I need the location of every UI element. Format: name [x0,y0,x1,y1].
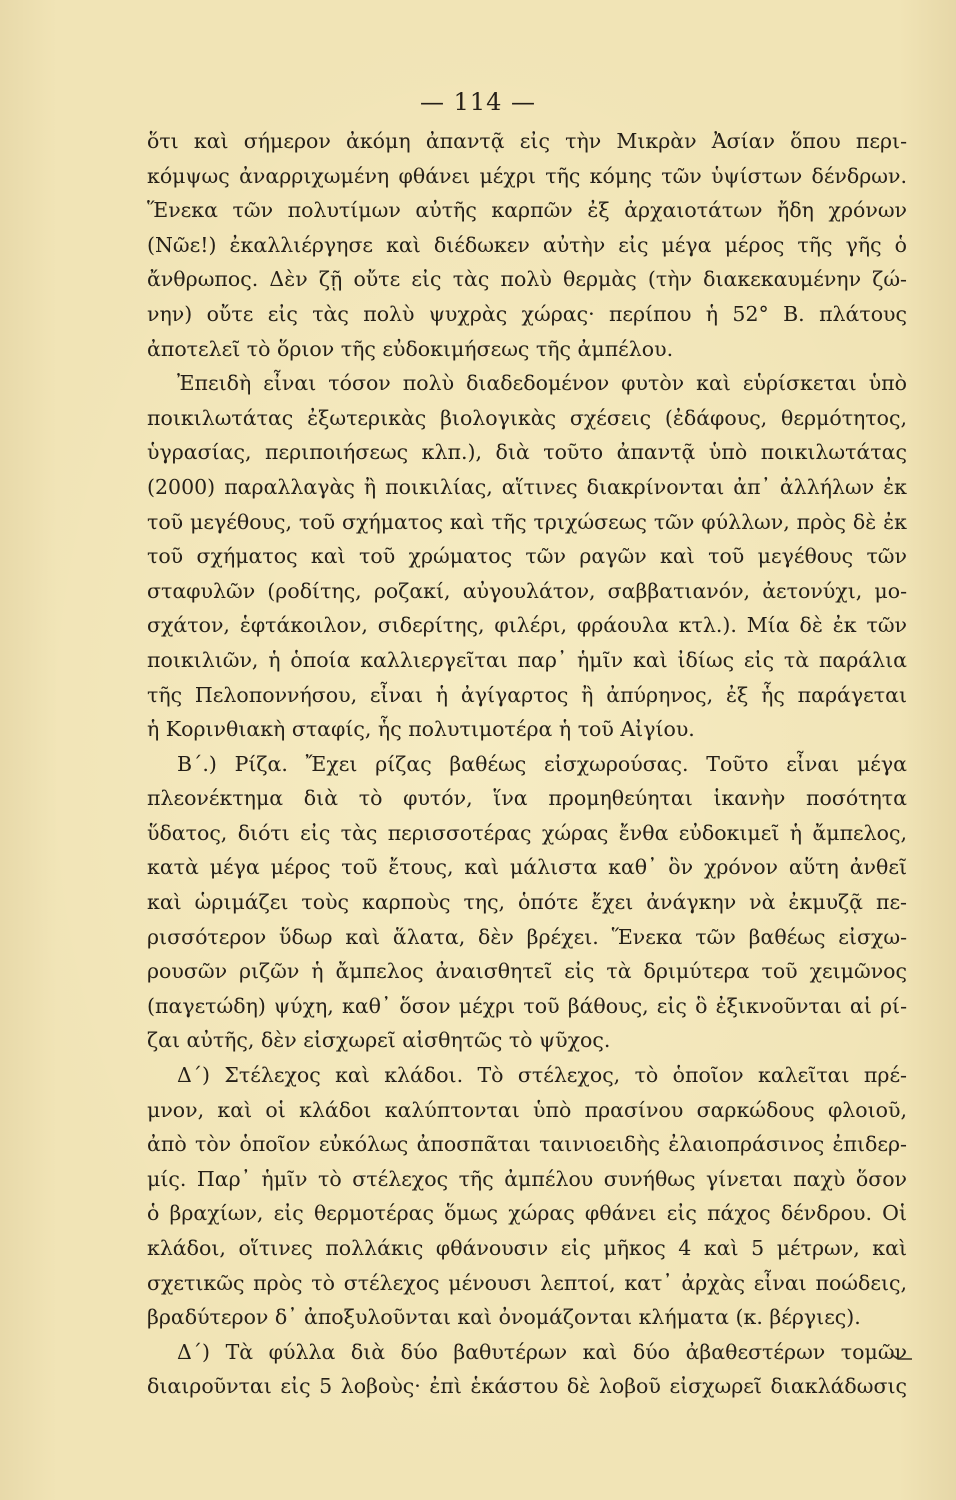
text-line: ὅτι καὶ σήμερον ἀκόμη ἀπαντᾷ εἰς τὴν Μικρὰν Ἀσίαν ὅπου περι- [147,129,907,153]
text-line: Ἕνεκα τῶν πολυτίμων αὐτῆς καρπῶν ἐξ ἀρχαιοτάτων ἤδη χρόνων [147,198,907,223]
text-line: (παγετώδη) ψύχη, καθ᾽ ὅσον μέχρι τοῦ βάθους, εἰς ὃ ἐξικνοῦνται αἱ ρί- [147,993,907,1018]
text-line: πλεονέκτημα διὰ τὸ φυτόν, ἵνα προμηθεύηται ἱκανὴν ποσότητα [147,786,907,811]
text-line: ρισσότερον ὕδωρ καὶ ἅλατα, δὲν βρέχει. Ἕνεκα τῶν βαθέως εἰσχω- [147,924,907,949]
text-line: ρουσῶν ριζῶν ἡ ἄμπελος ἀναισθητεῖ εἰς τὰ δριμύτερα τοῦ χειμῶνος [147,959,907,984]
text-line: ἡ Κορινθιακὴ σταφίς, ἧς πολυτιμοτέρα ἡ τοῦ Αἰγίου. [147,717,695,742]
text-line: ποικιλιῶν, ἡ ὁποία καλλιεργεῖται παρ᾽ ἡμῖν καὶ ἰδίως εἰς τὰ παράλια [147,647,907,672]
text-line: τοῦ μεγέθους, τοῦ σχήματος καὶ τῆς τριχώσεως τῶν φύλλων, πρὸς δὲ ἐκ [147,509,907,534]
text-line: ὁ βραχίων, εἰς θερμοτέρας ὅμως χώρας φθάνει εἰς πάχος δένδρου. Οἱ [147,1201,907,1226]
body-text [147,124,907,1404]
text-line: σταφυλῶν (ροδίτης, ροζακί, αὐγουλάτον, σαββατιανόν, ἀετονύχι, μο- [147,578,907,603]
text-line: ἀπὸ τὸν ὁποῖον εὐκόλως ἀποσπᾶται ταινιοειδὴς ἐλαιοπράσινος ἐπιδερ- [147,1132,907,1157]
text-line: τῆς Πελοποννήσου, εἶναι ἡ ἀγίγαρτος ἢ ἀπύρηνος, ἐξ ἧς παράγεται [147,682,907,707]
text-line: ζαι αὐτῆς, δὲν εἰσχωρεῖ αἰσθητῶς τὸ ψῦχος. [147,1028,611,1053]
text-line: Δ΄) Τὰ φύλλα διὰ δύο βαθυτέρων καὶ δύο ἀβαθεστέρων τομῶν [177,1339,907,1364]
text-line: κλάδοι, οἵτινες πολλάκις φθάνουσιν εἰς μῆκος 4 καὶ 5 μέτρων, καὶ [147,1236,907,1260]
text-line: κόμψως ἀναρριχωμένη φθάνει μέχρι τῆς κόμης τῶν ὑψίστων δένδρων. [147,163,907,188]
text-line: βραδύτερον δ᾽ ἀποξυλοῦνται καὶ ὀνομάζονται κλήματα (κ. βέργιες). [147,1305,861,1330]
text-line: Δ΄) Στέλεχος καὶ κλάδοι. Τὸ στέλεχος, τὸ ὁποῖον καλεῖται πρέ- [177,1063,907,1088]
text-line: Ἐπειδὴ εἶναι τόσον πολὺ διαδεδομένον φυτὸν καὶ εὑρίσκεται ὑπὸ [177,371,907,396]
text-line: καὶ ὡριμάζει τοὺς καρποὺς της, ὁπότε ἔχει ἀνάγκην νὰ ἐκμυζᾷ πε- [147,890,907,915]
text-line: Β΄.) Ρίζα. Ἔχει ρίζας βαθέως εἰσχωρούσας. Τοῦτο εἶναι μέγα [177,751,907,776]
text-line: ἀποτελεῖ τὸ ὅριον τῆς εὐδοκιμήσεως τῆς ἀμπέλου. [147,336,674,361]
text-line: σχετικῶς πρὸς τὸ στέλεχος μένουσι λεπτοί, κατ᾽ ἀρχὰς εἶναι ποώδεις, [147,1270,907,1295]
text-line: μίς. Παρ᾽ ἡμῖν τὸ στέλεχος τῆς ἀμπέλου συνήθως γίνεται παχὺ ὅσον [147,1166,907,1191]
text-line: ποικιλωτάτας ἐξωτερικὰς βιολογικὰς σχέσεις (ἐδάφους, θερμότητος, [147,405,907,430]
text-line: σχάτον, ἑφτάκοιλον, σιδερίτης, φιλέρι, φράουλα κτλ.). Μία δὲ ἐκ τῶν [147,613,907,638]
text-line: κατὰ μέγα μέρος τοῦ ἔτους, καὶ μάλιστα καθ᾽ ὃν χρόνον αὕτη ἀνθεῖ [147,855,907,880]
text-line: ἄνθρωπος. Δὲν ζῇ οὔτε εἰς τὰς πολὺ θερμὰς (τὴν διακεκαυμένην ζώ- [147,267,907,292]
text-line: (Νῶε!) ἐκαλλιέργησε καὶ διέδωκεν αὐτὴν εἰς μέγα μέρος τῆς γῆς ὁ [147,232,907,257]
text-line: ὕδατος, διότι εἰς τὰς περισσοτέρας χώρας ἔνθα εὐδοκιμεῖ ἡ ἄμπελος, [147,820,907,845]
text-line: νην) οὔτε εἰς τὰς πολὺ ψυχρὰς χώρας· περίπου ἡ 52° Β. πλάτους [147,301,907,326]
text-line: μνον, καὶ οἱ κλάδοι καλύπτονται ὑπὸ πρασίνου σαρκώδους φλοιοῦ, [147,1097,907,1122]
text-line: τοῦ σχήματος καὶ τοῦ χρώματος τῶν ραγῶν καὶ τοῦ μεγέθους τῶν [147,544,907,569]
text-line: διαιροῦνται εἰς 5 λοβοὺς· ἐπὶ ἑκάστου δὲ λοβοῦ εἰσχωρεῖ διακλάδωσις [147,1374,907,1399]
text-line: (2000) παραλλαγὰς ἢ ποικιλίας, αἵτινες διακρίνονται ἀπ᾽ ἀλλήλων ἐκ [147,474,907,499]
text-line: ὑγρασίας, περιποιήσεως κλπ.), διὰ τοῦτο ἀπαντᾷ ὑπὸ ποικιλωτάτας [147,440,907,465]
ink-mark-icon [890,1352,914,1362]
page-number: — 114 — [419,88,537,116]
